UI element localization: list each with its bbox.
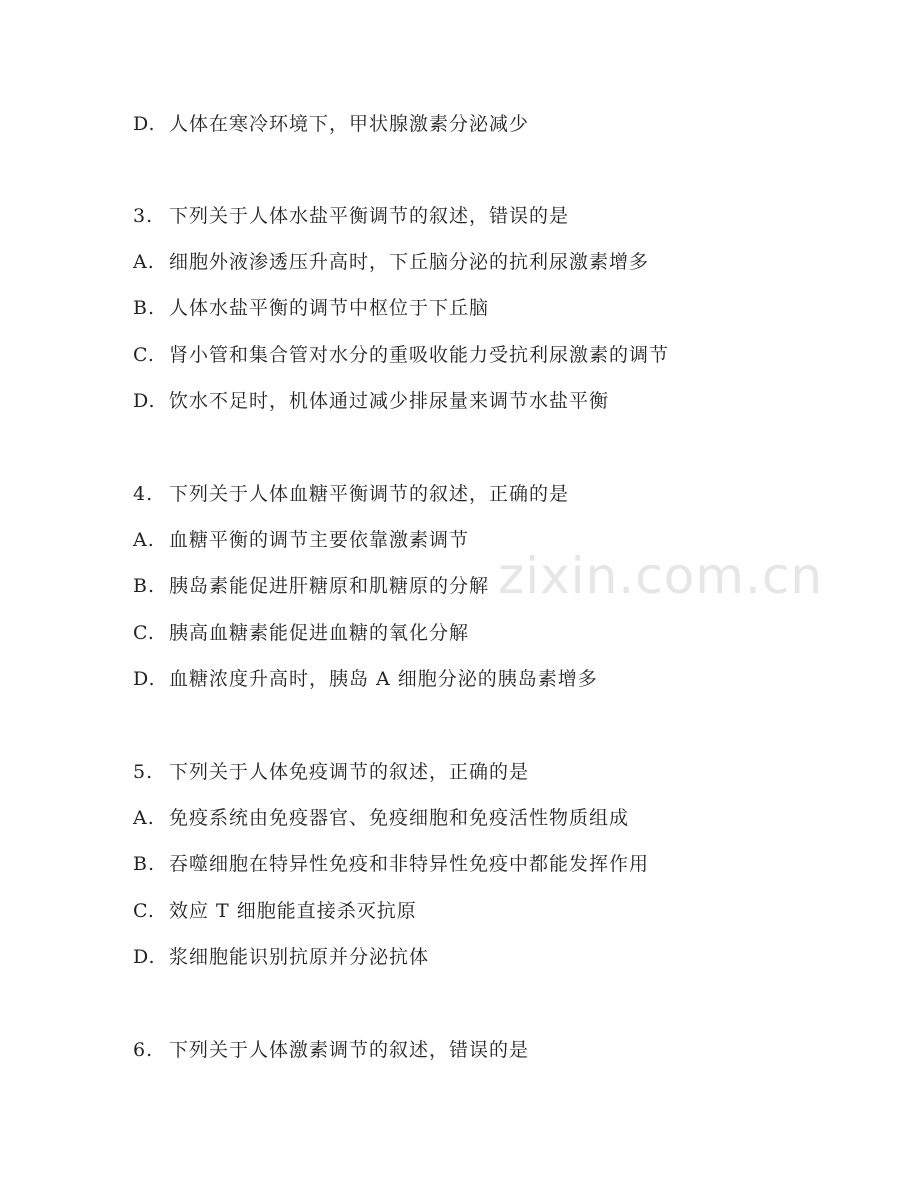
option-label: B. bbox=[133, 297, 156, 319]
option-label: C. bbox=[133, 344, 155, 366]
question-number: 3. bbox=[133, 205, 154, 227]
question-line bbox=[133, 759, 529, 785]
question-text: 下列关于人体血糖平衡调节的叙述，正确的是 bbox=[169, 483, 570, 505]
option-line bbox=[133, 295, 489, 321]
option-label: A. bbox=[133, 251, 155, 273]
question-line bbox=[133, 481, 569, 507]
question-number: 5. bbox=[133, 761, 154, 783]
option-text: 饮水不足时，机体通过减少排尿量来调节水盐平衡 bbox=[169, 390, 610, 412]
option-line bbox=[133, 898, 417, 924]
question-number: 6. bbox=[133, 1039, 154, 1061]
option-text: 人体水盐平衡的调节中枢位于下丘脑 bbox=[169, 297, 490, 319]
option-text: 效应 T 细胞能直接杀灭抗原 bbox=[169, 900, 417, 922]
question-text: 下列关于人体水盐平衡调节的叙述，错误的是 bbox=[169, 205, 570, 227]
option-line bbox=[133, 111, 529, 137]
option-text: 人体在寒冷环境下，甲状腺激素分泌减少 bbox=[169, 113, 530, 135]
option-text: 血糖浓度升高时，胰岛 A 细胞分泌的胰岛素增多 bbox=[169, 668, 598, 690]
option-line bbox=[133, 666, 598, 692]
option-line bbox=[133, 249, 649, 275]
option-label: D. bbox=[133, 390, 156, 412]
question-text: 下列关于人体激素调节的叙述，错误的是 bbox=[169, 1039, 530, 1061]
option-text: 血糖平衡的调节主要依靠激素调节 bbox=[169, 529, 470, 551]
question-text: 下列关于人体免疫调节的叙述，正确的是 bbox=[169, 761, 530, 783]
option-line bbox=[133, 851, 649, 877]
option-line bbox=[133, 388, 609, 414]
option-label: B. bbox=[133, 575, 156, 597]
question-line bbox=[133, 203, 569, 229]
option-line bbox=[133, 944, 429, 970]
question-line bbox=[133, 1037, 529, 1063]
option-text: 胰高血糖素能促进血糖的氧化分解 bbox=[169, 622, 470, 644]
option-label: C. bbox=[133, 900, 155, 922]
option-text: 浆细胞能识别抗原并分泌抗体 bbox=[169, 946, 430, 968]
option-label: D. bbox=[133, 668, 156, 690]
option-label: A. bbox=[133, 807, 155, 829]
question-number: 4. bbox=[133, 483, 154, 505]
option-label: D. bbox=[133, 946, 156, 968]
option-label: D. bbox=[133, 113, 156, 135]
option-text: 免疫系统由免疫器官、免疫细胞和免疫活性物质组成 bbox=[169, 807, 630, 829]
option-label: B. bbox=[133, 853, 156, 875]
option-label: C. bbox=[133, 622, 155, 644]
option-text: 胰岛素能促进肝糖原和肌糖原的分解 bbox=[169, 575, 490, 597]
option-label: A. bbox=[133, 529, 155, 551]
option-text: 肾小管和集合管对水分的重吸收能力受抗利尿激素的调节 bbox=[169, 344, 670, 366]
option-text: 吞噬细胞在特异性免疫和非特异性免疫中都能发挥作用 bbox=[169, 853, 650, 875]
watermark: zixin.com.cn bbox=[498, 547, 824, 605]
option-line bbox=[133, 620, 469, 646]
option-line bbox=[133, 573, 489, 599]
option-line bbox=[133, 805, 629, 831]
option-line bbox=[133, 527, 469, 553]
option-line bbox=[133, 342, 669, 368]
option-text: 细胞外液渗透压升高时，下丘脑分泌的抗利尿激素增多 bbox=[169, 251, 650, 273]
